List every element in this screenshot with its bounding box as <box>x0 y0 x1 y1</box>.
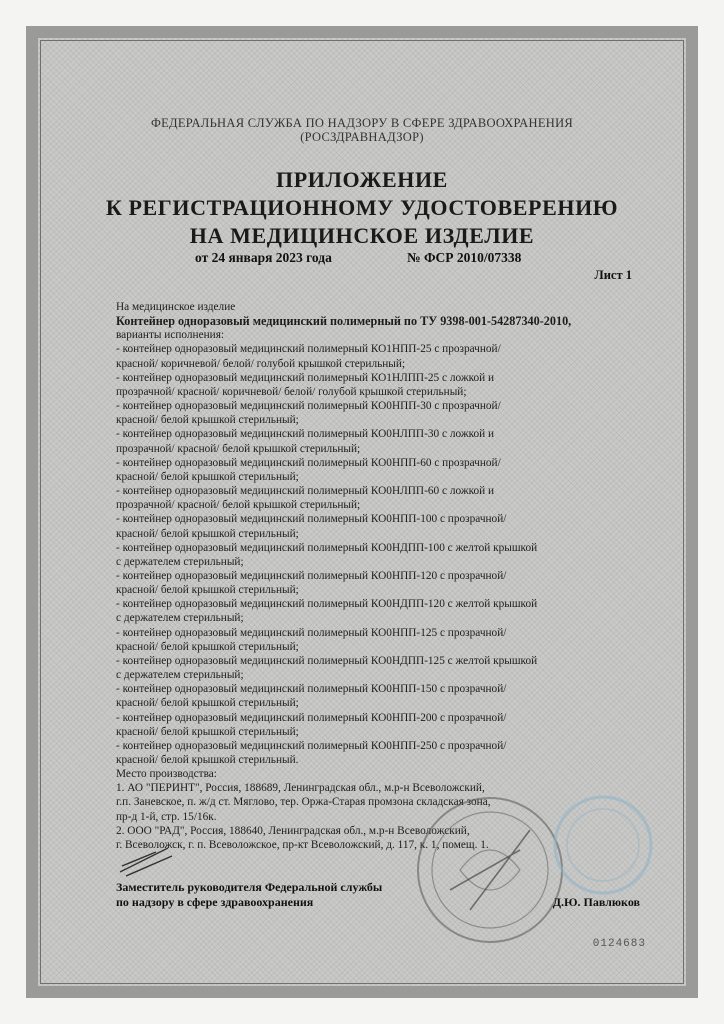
body-line: - контейнер одноразовый медицинский полимерный КО0НПП-60 с прозрачной/ <box>116 456 501 469</box>
document-body <box>116 300 646 852</box>
body-line: - контейнер одноразовый медицинский полимерный КО0НПП-250 с прозрачной/ <box>116 739 507 752</box>
body-line: - контейнер одноразовый медицинский полимерный КО0НЛПП-60 с ложкой и <box>116 485 495 498</box>
body-line: красной/ белой крышкой стерильный; <box>116 527 299 540</box>
body-line: красной/ белой крышкой стерильный; <box>116 584 299 597</box>
body-line: красной/ белой крышкой стерильный; <box>116 470 299 483</box>
body-line: - контейнер одноразовый медицинский полимерный КО0НДПП-125 с желтой крышкой <box>116 654 538 667</box>
agency-header <box>80 116 644 144</box>
body-line: - контейнер одноразовый медицинский полимерный КО0НПП-125 с прозрачной/ <box>116 626 507 639</box>
body-line: с держателем стерильный; <box>116 669 244 682</box>
body-line: красной/ белой крышкой стерильный; <box>116 697 299 710</box>
signatory-name: Д.Ю. Павлюков <box>552 895 640 909</box>
heading-line-1: ПРИЛОЖЕНИЕ <box>276 167 448 192</box>
body-line: варианты исполнения: <box>116 329 225 342</box>
body-line: На медицинское изделие <box>116 301 236 313</box>
body-line: прозрачной/ красной/ белой крышкой стерильный; <box>116 442 361 455</box>
signatory-title-line-1: Заместитель руководителя Федеральной службы <box>116 880 383 894</box>
body-line: прозрачной/ красной/ коричневой/ белой/ голубой крышкой стерильный; <box>116 385 467 398</box>
signature-block <box>116 880 646 910</box>
body-line: г.п. Заневское, п. ж/д ст. Мяглово, тер. Оржа-Старая промзона складская зона, <box>116 796 491 809</box>
body-line: красной/ белой крышкой стерильный; <box>116 414 299 427</box>
body-line: - контейнер одноразовый медицинский полимерный КО0НПП-100 с прозрачной/ <box>116 513 507 526</box>
body-line: красной/ белой крышкой стерильный; <box>116 725 299 738</box>
body-line: - контейнер одноразовый медицинский полимерный КО1НЛПП-25 с ложкой и <box>116 371 495 384</box>
serial-number: 0124683 <box>592 938 646 950</box>
body-line: с держателем стерильный; <box>116 555 244 568</box>
official-seal-icon <box>410 790 570 950</box>
registration-date: от 24 января 2023 года <box>195 250 332 265</box>
body-line: красной/ белой крышкой стерильный; <box>116 640 299 653</box>
body-line: с держателем стерильный; <box>116 612 244 625</box>
agency-abbreviation: (РОСЗДРАВНАДЗОР) <box>300 130 424 144</box>
body-line: - контейнер одноразовый медицинский полимерный КО1НПП-25 с прозрачной/ <box>116 343 501 356</box>
body-line: - контейнер одноразовый медицинский полимерный КО0НПП-30 с прозрачной/ <box>116 400 501 413</box>
body-line: 1. АО "ПЕРИНТ", Россия, 188689, Ленинградская обл., м.р-н Всеволожский, <box>116 782 485 795</box>
body-line: Место производства: <box>116 768 217 781</box>
body-line: 2. ООО "РАД", Россия, 188640, Ленинградская обл., м.р-н Всеволожский, <box>116 824 470 837</box>
body-line: - контейнер одноразовый медицинский полимерный КО0НПП-200 с прозрачной/ <box>116 711 507 724</box>
body-line: - контейнер одноразовый медицинский полимерный КО0НДПП-100 с желтой крышкой <box>116 541 538 554</box>
body-line: - контейнер одноразовый медицинский полимерный КО0НПП-120 с прозрачной/ <box>116 569 507 582</box>
registration-number: № ФСР 2010/07338 <box>407 250 522 265</box>
body-line: - контейнер одноразовый медицинский полимерный КО0НПП-150 с прозрачной/ <box>116 683 507 696</box>
registration-dateline <box>195 250 565 266</box>
agency-name: ФЕДЕРАЛЬНАЯ СЛУЖБА ПО НАДЗОРУ В СФЕРЕ ЗДРАВООХРАНЕНИЯ <box>150 116 574 130</box>
body-line: - контейнер одноразовый медицинский полимерный КО0НЛПП-30 с ложкой и <box>116 428 495 441</box>
body-line: прозрачной/ красной/ белой крышкой стерильный; <box>116 499 361 512</box>
body-line: - контейнер одноразовый медицинский полимерный КО0НДПП-120 с желтой крышкой <box>116 598 538 611</box>
body-line: красной/ коричневой/ белой/ голубой крышкой стерильный; <box>116 357 406 370</box>
body-line: пр-д 1-й, стр. 15/16к. <box>116 810 217 823</box>
document-heading <box>80 166 644 250</box>
sheet-number: Лист 1 <box>594 268 632 282</box>
handwritten-mark-icon <box>116 842 176 882</box>
signatory-title-line-2: по надзору в сфере здравоохранения <box>116 895 314 909</box>
body-line: Контейнер одноразовый медицинский полимерный по ТУ 9398-001-54287340-2010, <box>116 314 572 329</box>
body-line: красной/ белой крышкой стерильный. <box>116 754 299 766</box>
heading-line-2: К РЕГИСТРАЦИОННОМУ УДОСТОВЕРЕНИЮ <box>105 195 619 220</box>
body-line: г. Всеволожск, г. п. Всеволожское, пр-кт Всеволожский, д. 117, к. 1, помещ. 1. <box>116 838 489 851</box>
heading-line-3: НА МЕДИЦИНСКОЕ ИЗДЕЛИЕ <box>189 223 535 248</box>
